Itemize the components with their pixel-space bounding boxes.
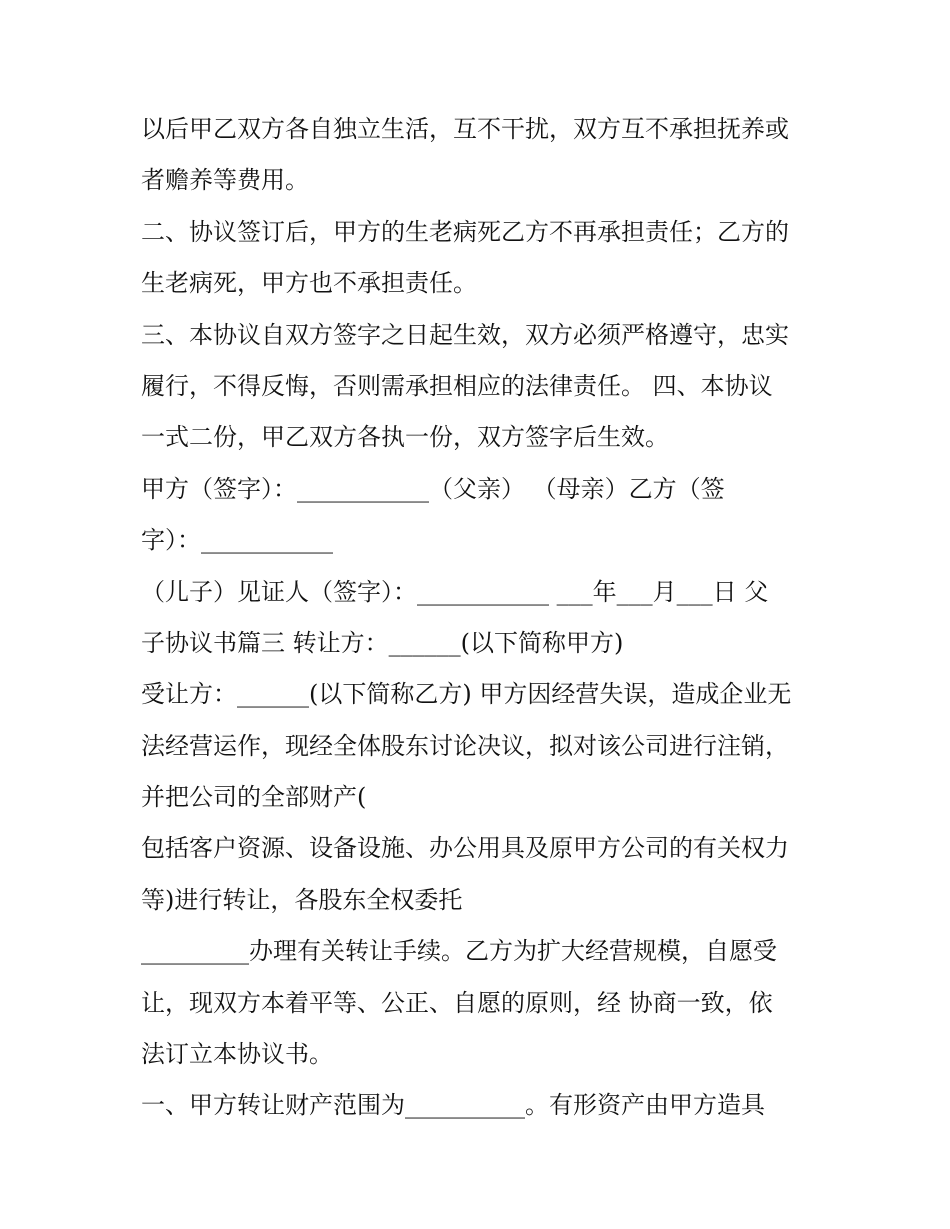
text-line: 等)进行转让，各股东全权委托: [141, 885, 463, 914]
text-line: 一式二份，甲乙双方各执一份，双方签字后生效。: [141, 423, 669, 452]
text-line: 受让方：______(以下简称乙方) 甲方因经营失误，造成企业无: [141, 680, 792, 709]
text-line: （儿子）见证人（签字）：___________ ___年___月___日 父: [141, 577, 769, 606]
text-line: 法经营运作，现经全体股东讨论决议，拟对该公司进行注销，: [141, 731, 789, 760]
text-line: _________办理有关转让手续。乙方为扩大经营规模，自愿受: [141, 937, 777, 966]
text-line: 子协议书篇三 转让方：______(以下简称甲方): [141, 628, 624, 657]
document-body: [141, 104, 821, 1132]
text-line: 字）：___________: [141, 526, 333, 555]
text-line: 二、协议签订后，甲方的生老病死乙方不再承担责任；乙方的: [141, 217, 789, 246]
text-line: 甲方（签字）：___________（父亲） （母亲）乙方（签: [141, 474, 725, 503]
text-line: 包括客户资源、设备设施、办公用具及原甲方公司的有关权力: [141, 834, 789, 863]
text-line: 以后甲乙双方各自独立生活，互不干扰，双方互不承担抚养或: [141, 115, 789, 143]
text-line: 生老病死，甲方也不承担责任。: [141, 269, 477, 298]
text-line: 让，现双方本着平等、公正、自愿的原则，经 协商一致，依: [141, 988, 773, 1017]
text-line: 一、甲方转让财产范围为__________。有形资产由甲方造具: [141, 1091, 765, 1120]
text-line: 履行，不得反悔，否则需承担相应的法律责任。 四、本协议: [141, 371, 773, 400]
text-line: 三、本协议自双方签字之日起生效，双方必须严格遵守，忠实: [141, 320, 789, 349]
text-line: 者赡养等费用。: [141, 166, 309, 195]
text-line: 法订立本协议书。: [141, 1040, 333, 1069]
text-line: 并把公司的全部财产(: [141, 783, 367, 812]
